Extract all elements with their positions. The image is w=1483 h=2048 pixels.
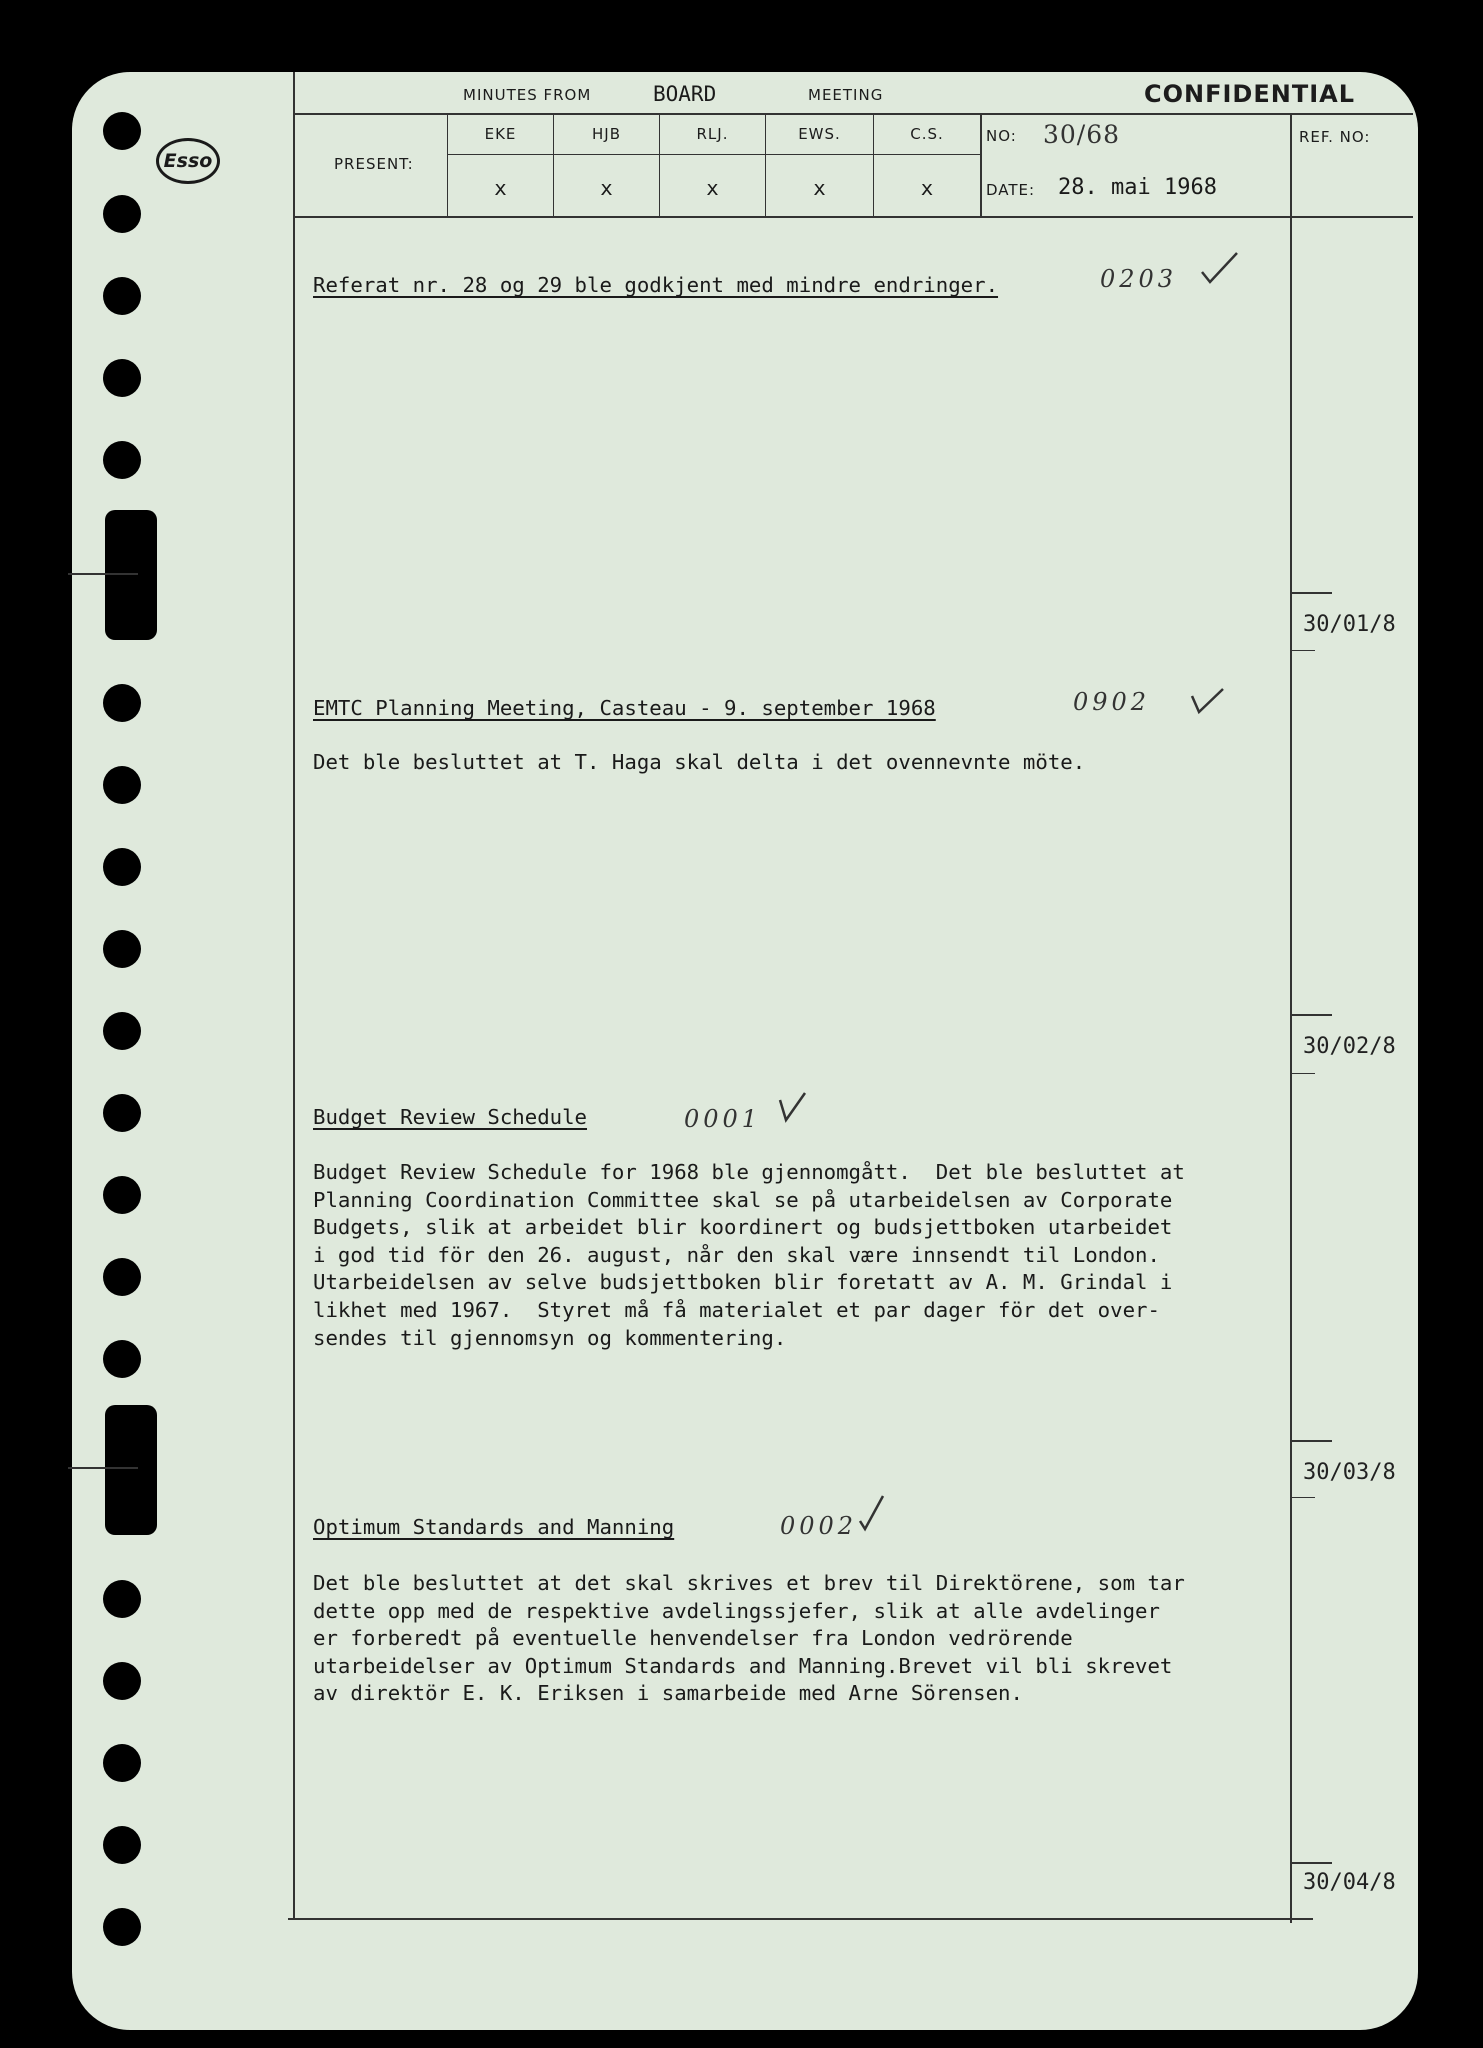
reference-number: 30/02/8: [1303, 1034, 1396, 1059]
attendee-cs: C.S.: [910, 125, 944, 143]
present-label: PRESENT:: [334, 155, 414, 173]
punch-hole: [103, 1908, 141, 1946]
item-heading: Optimum Standards and Manning: [313, 1515, 675, 1539]
attendee-hjb: HJB: [592, 125, 621, 143]
punch-hole: [103, 1826, 141, 1864]
no-label: NO:: [986, 127, 1017, 145]
punch-hole: [103, 1744, 141, 1782]
minutes-from-label: MINUTES FROM: [463, 86, 592, 104]
reference-number: 30/03/8: [1303, 1460, 1396, 1485]
attendance-mark: x: [920, 176, 934, 200]
punch-hole: [103, 277, 141, 315]
attendee-ews: EWS.: [798, 125, 841, 143]
attendance-mark: x: [494, 176, 507, 200]
confidential-label: CONFIDENTIAL: [1144, 80, 1355, 108]
item-heading: EMTC Planning Meeting, Casteau - 9. september 1968: [313, 696, 936, 720]
punch-hole: [103, 1258, 141, 1296]
punch-hole: [103, 1340, 141, 1378]
attendance-mark: x: [600, 176, 613, 200]
reference-number: 30/04/8: [1303, 1870, 1396, 1895]
punch-hole: [103, 359, 141, 397]
punch-hole: [103, 1662, 141, 1700]
punch-hole: [103, 1580, 141, 1618]
punch-hole: [103, 112, 141, 150]
punch-hole: [103, 766, 141, 804]
punch-hole: [103, 930, 141, 968]
punch-hole: [103, 848, 141, 886]
punch-hole: [103, 1176, 141, 1214]
item-heading: Referat nr. 28 og 29 ble godkjent med mindre endringer.: [313, 273, 999, 297]
document-page: [72, 72, 1418, 2030]
check-mark-icon: [1200, 250, 1240, 285]
minutes-number: 30/68: [1043, 120, 1121, 149]
handwritten-code: 0002: [780, 1512, 858, 1540]
attendee-rlj: RLJ.: [696, 125, 729, 143]
handwritten-code: 0001: [684, 1105, 762, 1133]
esso-logo: Esso: [156, 138, 220, 184]
binder-tab: [105, 510, 157, 640]
attendee-eke: EKE: [484, 125, 517, 143]
attendance-mark: x: [706, 176, 719, 200]
punch-hole: [103, 441, 141, 479]
reference-number: 30/01/8: [1303, 612, 1396, 637]
item-body: Det ble besluttet at T. Haga skal delta i det ovennevnte möte.: [313, 750, 1086, 774]
item-heading: Budget Review Schedule: [313, 1105, 588, 1129]
ref-no-label: REF. NO:: [1299, 128, 1371, 146]
meeting-date: 28. mai 1968: [1058, 175, 1217, 200]
item-body: Det ble besluttet at det skal skrives et brev til Direktörene, som tar dette opp med de respektive avdelingssjefer, slik at alle avdelinger er forberedt på eventuelle henvendelser fra London vedrörende utarbeidelser av Optimum Standards and Manning.Brevet vil bli skrevet av direktör E. K. Eriksen i samarbeide med Arne Sörensen.: [313, 1571, 1185, 1706]
attendance-mark: x: [813, 176, 826, 200]
date-label: DATE:: [986, 181, 1036, 199]
binder-tab: [105, 1405, 157, 1535]
punch-hole: [103, 684, 141, 722]
check-mark-icon: [1190, 686, 1226, 716]
punch-hole: [103, 1012, 141, 1050]
meeting-type: BOARD: [653, 82, 717, 106]
check-mark-icon: [858, 1493, 886, 1533]
item-body: Budget Review Schedule for 1968 ble gjennomgått. Det ble besluttet at Planning Coordination Committee skal se på utarbeidelsen av Corporate Budgets, slik at arbeidet blir koordinert og budsjettboken utarbeidet i god tid för den 26. august, når den skal være innsendt til London. Utarbeidelsen av selve budsjettboken blir foretatt av A. M. Grindal i likhet med 1967. Styret må få materialet et par dager för det over- sendes til gjennomsyn og kommentering.: [313, 1160, 1185, 1350]
handwritten-code: 0203: [1100, 265, 1178, 293]
punch-hole: [103, 195, 141, 233]
meeting-label: MEETING: [808, 86, 884, 104]
punch-hole: [103, 1094, 141, 1132]
handwritten-code: 0902: [1073, 688, 1151, 716]
check-mark-icon: [778, 1090, 808, 1125]
